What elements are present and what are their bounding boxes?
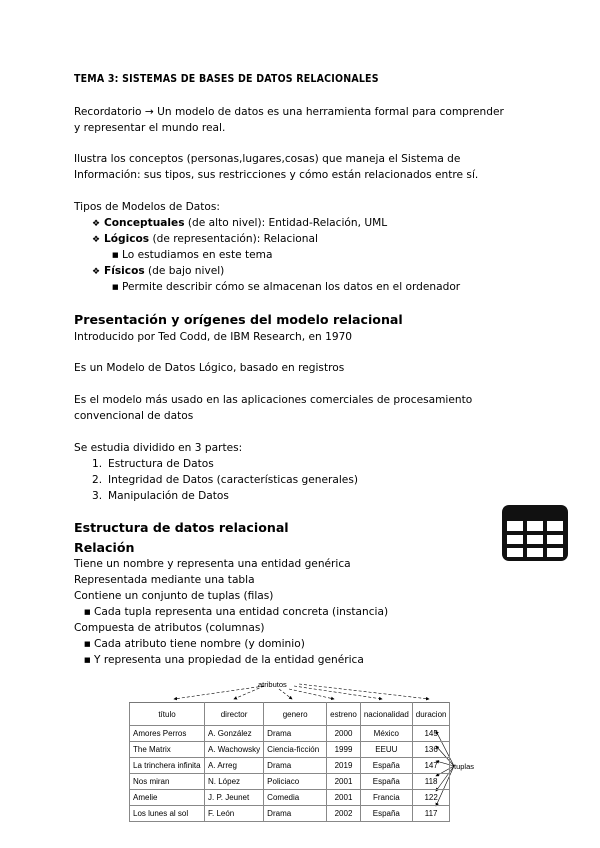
table-cell: España	[360, 806, 412, 822]
sub-item-atributo-2: ■ Y representa una propiedad de la entidad genérica	[84, 654, 364, 666]
table-cell: 147	[412, 758, 450, 774]
table-cell: 122	[412, 790, 450, 806]
square-bullet-icon: ■	[112, 283, 119, 291]
table-cell: The Matrix	[130, 742, 205, 758]
table-cell: 1999	[327, 742, 361, 758]
table-header-row	[130, 703, 450, 726]
table-row	[130, 742, 450, 758]
column-header: estreno	[327, 703, 361, 726]
table-cell: España	[360, 774, 412, 790]
presentacion-line-4: Se estudia dividido en 3 partes:	[74, 442, 243, 454]
sub-item-atributo-1: ■ Cada atributo tiene nombre (y dominio)	[84, 638, 305, 650]
square-bullet-icon: ■	[84, 656, 91, 664]
relation-table	[129, 702, 450, 822]
table-cell: Los lunes al sol	[130, 806, 205, 822]
diamond-bullet-icon: ❖	[92, 267, 101, 277]
presentacion-line-2: Es un Modelo de Datos Lógico, basado en registros	[74, 362, 345, 374]
table-cell: J. P. Jeunet	[205, 790, 264, 806]
table-cell: 145	[412, 726, 450, 742]
numbered-item-1: 1. Estructura de Datos	[92, 458, 214, 470]
table-cell: A. Wachowsky	[205, 742, 264, 758]
estructura-line-1: Tiene un nombre y representa una entidad genérica	[74, 558, 351, 570]
presentacion-line-3b: convencional de datos	[74, 410, 194, 422]
list-item-conceptuales: ❖ Conceptuales (de alto nivel): Entidad-Relación, UML	[92, 216, 387, 232]
table-cell: Drama	[264, 726, 327, 742]
diamond-bullet-icon: ❖	[92, 219, 101, 229]
recordatorio-line-2: y representar el mundo real.	[74, 122, 226, 134]
table-cell: Ciencia-ficción	[264, 742, 327, 758]
estructura-line-4: Compuesta de atributos (columnas)	[74, 622, 265, 634]
ilustra-line-1: Ilustra los conceptos (personas,lugares,cosas) que maneja el Sistema de	[74, 153, 461, 165]
subheading-relacion: Relación	[74, 540, 135, 555]
square-bullet-icon: ■	[84, 640, 91, 648]
table-row	[130, 726, 450, 742]
table-cell: España	[360, 758, 412, 774]
recordatorio-line-1: Recordatorio → Un modelo de datos es una herramienta formal para comprender	[74, 106, 504, 118]
page-title: TEMA 3: SISTEMAS DE BASES DE DATOS RELACIONALES	[74, 73, 379, 85]
table-cell: 117	[412, 806, 450, 822]
table-cell: Francia	[360, 790, 412, 806]
sub-item-fisicos: ■ Permite describir cómo se almacenan los datos en el ordenador	[112, 281, 461, 293]
table-cell: 2019	[327, 758, 361, 774]
table-cell: 2001	[327, 774, 361, 790]
table-cell: 136	[412, 742, 450, 758]
ilustra-line-2: Información: sus tipos, sus restricciones y cómo están relacionados entre sí.	[74, 169, 479, 181]
table-cell: Policiaco	[264, 774, 327, 790]
table-cell: A. González	[205, 726, 264, 742]
square-bullet-icon: ■	[112, 251, 119, 259]
column-header: director	[205, 703, 264, 726]
numbered-item-3: 3. Manipulación de Datos	[92, 490, 229, 502]
presentacion-line-3a: Es el modelo más usado en las aplicaciones comerciales de procesamiento	[74, 394, 473, 406]
table-cell: Nos miran	[130, 774, 205, 790]
table-cell: 118	[412, 774, 450, 790]
sub-item-logicos: ■ Lo estudiamos en este tema	[112, 249, 273, 261]
section-heading-estructura: Estructura de datos relacional	[74, 520, 289, 535]
table-cell: 2001	[327, 790, 361, 806]
estructura-line-3: Contiene un conjunto de tuplas (filas)	[74, 590, 274, 602]
atributos-label: atributos	[258, 680, 287, 689]
section-heading-presentacion: Presentación y orígenes del modelo relacional	[74, 312, 403, 327]
table-row	[130, 774, 450, 790]
list-item-fisicos: ❖ Físicos (de bajo nivel)	[92, 264, 224, 280]
numbered-item-2: 2. Integridad de Datos (características generales)	[92, 474, 358, 486]
table-cell: La trinchera infinita	[130, 758, 205, 774]
table-cell: Amores Perros	[130, 726, 205, 742]
table-cell: N. López	[205, 774, 264, 790]
table-icon	[501, 504, 569, 562]
presentacion-line-1: Introducido por Ted Codd, de IBM Research, en 1970	[74, 331, 353, 343]
column-header: nacionalidad	[360, 703, 412, 726]
table-cell: EEUU	[360, 742, 412, 758]
table-cell: Drama	[264, 758, 327, 774]
diamond-bullet-icon: ❖	[92, 235, 101, 245]
table-cell: 2002	[327, 806, 361, 822]
list-item-logicos: ❖ Lógicos (de representación): Relacional	[92, 232, 318, 248]
sub-item-tupla: ■ Cada tupla representa una entidad concreta (instancia)	[84, 606, 389, 618]
table-cell: 2000	[327, 726, 361, 742]
table-row	[130, 758, 450, 774]
column-header: título	[130, 703, 205, 726]
table-row	[130, 806, 450, 822]
table-cell: Drama	[264, 806, 327, 822]
estructura-line-2: Representada mediante una tabla	[74, 574, 255, 586]
column-header: duracion	[412, 703, 450, 726]
column-header: genero	[264, 703, 327, 726]
square-bullet-icon: ■	[84, 608, 91, 616]
tuplas-label: tuplas	[454, 762, 475, 771]
table-row	[130, 790, 450, 806]
table-cell: F. León	[205, 806, 264, 822]
table-cell: A. Arreg	[205, 758, 264, 774]
table-cell: Comedia	[264, 790, 327, 806]
table-cell: Amelie	[130, 790, 205, 806]
table-cell: México	[360, 726, 412, 742]
tipos-heading: Tipos de Modelos de Datos:	[74, 201, 220, 213]
